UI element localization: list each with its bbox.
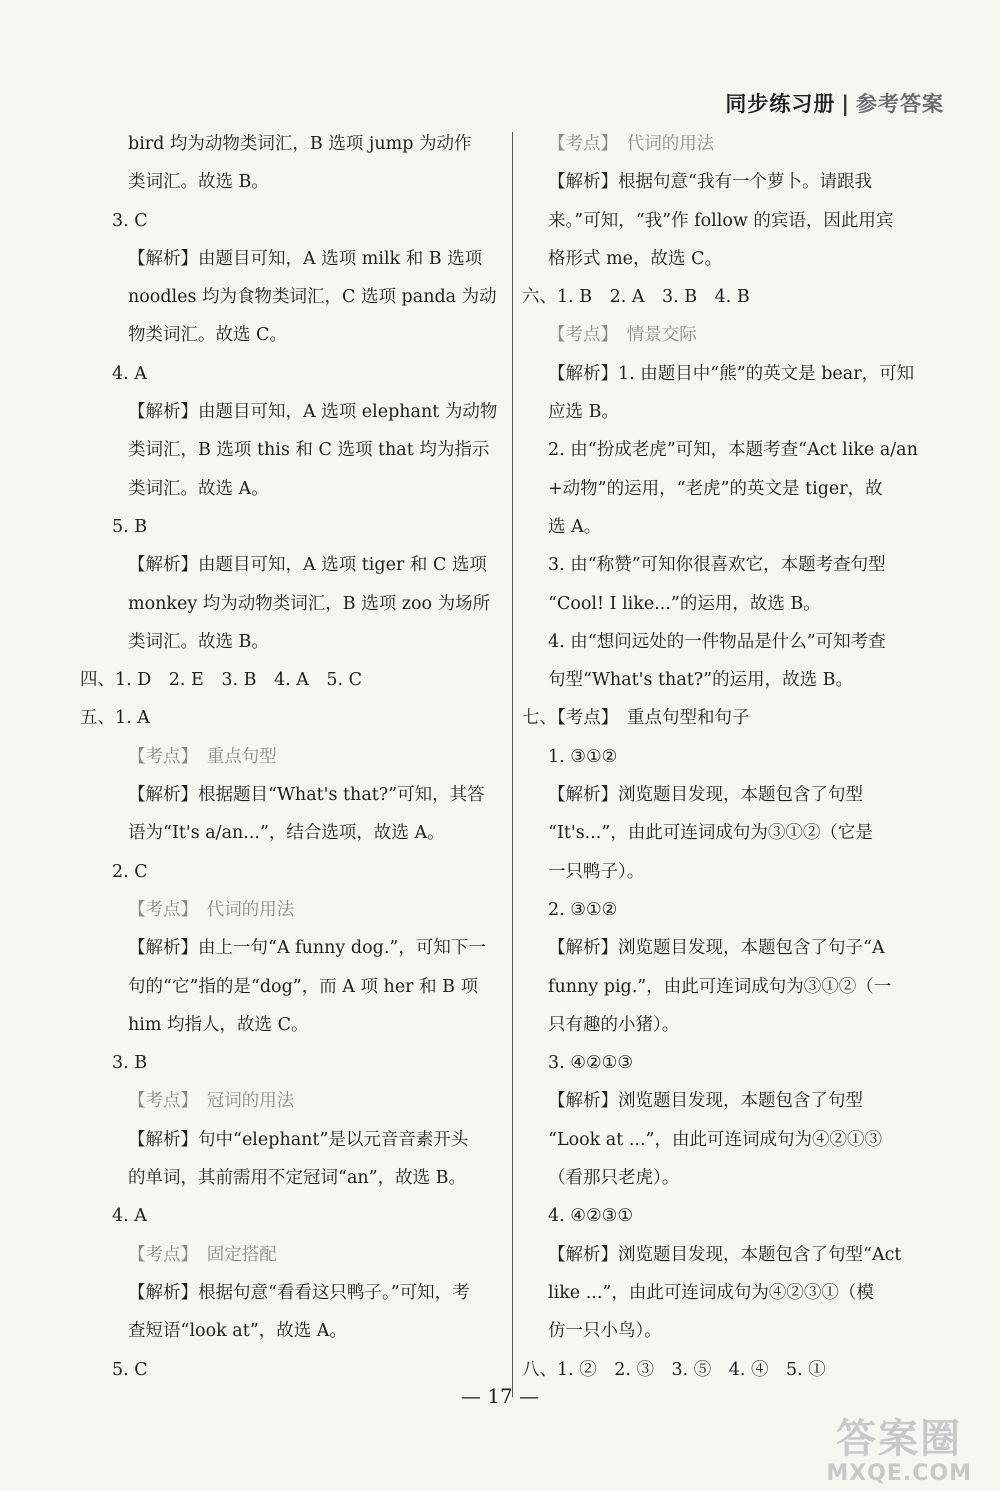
text-line: 【考点】 重点句型 — [128, 746, 277, 767]
watermark-url: MXQE.COM — [826, 1461, 972, 1486]
text-line: 2. ③①② — [548, 899, 618, 920]
text-line: 类词汇。故选 B。 — [128, 172, 269, 193]
text-line: 八、1. ② 2. ③ 3. ⑤ 4. ④ 5. ① — [522, 1359, 826, 1380]
text-line: “Look at ...”，由此可连词成句为④②①③ — [548, 1129, 882, 1150]
text-line: 4. 由“想问远处的一件物品是什么”可知考查 — [548, 631, 886, 652]
text-line: 类词汇。故选 B。 — [128, 631, 269, 652]
text-line: 【解析】根据题目“What's that?”可知，其答 — [128, 785, 485, 806]
text-line: 语为“It's a/an...”，结合选项，故选 A。 — [128, 823, 445, 844]
text-line: 句的“它”指的是“dog”，而 A 项 her 和 B 项 — [128, 976, 479, 997]
text-line: 3. 由“称赞”可知你很喜欢它，本题考查句型 — [548, 555, 886, 576]
text-line: bird 均为动物类词汇，B 选项 jump 为动作 — [128, 134, 472, 154]
text-line: +动物”的运用，“老虎”的英文是 tiger，故 — [548, 478, 883, 499]
text-line: 2. 由“扮成老虎”可知，本题考查“Act like a/an — [548, 440, 918, 461]
text-line: 1. ③①② — [548, 746, 618, 767]
header-subtitle: 参考答案 — [856, 92, 944, 116]
text-line: 【解析】根据句意“我有一个萝卜。请跟我 — [548, 172, 872, 193]
text-line: 3. B — [112, 1053, 148, 1074]
left-column — [80, 125, 504, 1389]
text-line: 仿一只小鸟）。 — [548, 1321, 662, 1342]
text-line: 【解析】浏览题目发现，本题包含了句型 — [548, 1091, 863, 1112]
text-line: 查短语“look at”，故选 A。 — [128, 1321, 347, 1342]
watermark-logo — [826, 1416, 972, 1486]
text-line: 物类词汇。故选 C。 — [128, 325, 287, 346]
text-line: funny pig.”，由此可连词成句为③①②（一 — [548, 976, 892, 997]
text-line: 【考点】 代词的用法 — [548, 134, 715, 154]
text-line: （看那只老虎）。 — [548, 1168, 680, 1189]
text-line: 四、1. D 2. E 3. B 4. A 5. C — [80, 670, 362, 691]
text-line: 【解析】根据句意“看看这只鸭子。”可知，考 — [128, 1282, 470, 1303]
text-line: 一只鸭子）。 — [548, 861, 645, 882]
right-column — [522, 125, 948, 1389]
text-line: 句型“What's that?”的运用，故选 B。 — [548, 670, 854, 691]
text-line: 类词汇。故选 A。 — [128, 478, 269, 499]
text-line: monkey 均为动物类词汇，B 选项 zoo 为场所 — [128, 593, 491, 614]
text-line: 4. ④②③① — [548, 1206, 634, 1227]
text-line: “It's...”，由此可连词成句为③①②（它是 — [548, 823, 873, 844]
text-line: 来。”可知，“我”作 follow 的宾语，因此用宾 — [548, 210, 894, 231]
text-line: 3. ④②①③ — [548, 1053, 634, 1074]
text-line: 5. C — [112, 1359, 148, 1380]
text-line: 【解析】由上一句“A funny dog.”，可知下一 — [128, 938, 486, 959]
watermark-text: 答案圈 — [836, 1416, 963, 1462]
text-line: 【解析】浏览题目发现，本题包含了句型“Act — [548, 1244, 902, 1265]
text-line: 【考点】 固定搭配 — [128, 1244, 277, 1265]
text-line: 4. A — [112, 1206, 147, 1227]
text-line: 七、【考点】 重点句型和句子 — [522, 708, 750, 729]
text-line: 只有趣的小猪）。 — [548, 1014, 680, 1035]
text-line: like ...”，由此可连词成句为④②③①（模 — [548, 1282, 874, 1303]
text-line: 类词汇，B 选项 this 和 C 选项 that 均为指示 — [128, 440, 490, 461]
text-line: 选 A。 — [548, 516, 602, 537]
page-header — [725, 88, 944, 118]
text-line: 5. B — [112, 516, 148, 537]
page-number: — 17 — — [460, 1384, 540, 1408]
text-line: 【解析】1. 由题目中“熊”的英文是 bear，可知 — [548, 363, 915, 384]
book-title: 同步练习册 — [725, 92, 836, 116]
text-line: 【解析】由题目可知，A 选项 milk 和 B 选项 — [128, 248, 483, 269]
text-line: 【解析】浏览题目发现，本题包含了句子“A — [548, 938, 885, 959]
text-line: 2. C — [112, 861, 148, 882]
text-line: 六、1. B 2. A 3. B 4. B — [522, 287, 750, 308]
text-line: 【解析】由题目可知，A 选项 elephant 为动物 — [128, 402, 498, 423]
text-line: 【考点】 代词的用法 — [128, 899, 295, 920]
header-separator: | — [841, 92, 850, 116]
text-line: 应选 B。 — [548, 402, 619, 423]
text-line: him 均指人，故选 C。 — [128, 1014, 309, 1035]
text-line: 【解析】句中“elephant”是以元音音素开头 — [128, 1129, 469, 1150]
text-line: 五、1. A — [80, 708, 150, 729]
text-line: 3. C — [112, 210, 148, 231]
text-line: 4. A — [112, 363, 147, 384]
text-line: 【考点】 情景交际 — [548, 325, 697, 346]
text-line: 【考点】 冠词的用法 — [128, 1091, 295, 1112]
text-line: 格形式 me，故选 C。 — [548, 248, 722, 269]
text-line: 【解析】由题目可知，A 选项 tiger 和 C 选项 — [128, 555, 487, 576]
text-line: 的单词，其前需用不定冠词“an”，故选 B。 — [128, 1168, 467, 1189]
text-line: “Cool! I like...”的运用，故选 B。 — [548, 593, 821, 614]
text-line: 【解析】浏览题目发现，本题包含了句型 — [548, 785, 863, 806]
text-line: noodles 均为食物类词汇，C 选项 panda 为动 — [128, 287, 497, 308]
column-divider — [512, 132, 513, 1397]
